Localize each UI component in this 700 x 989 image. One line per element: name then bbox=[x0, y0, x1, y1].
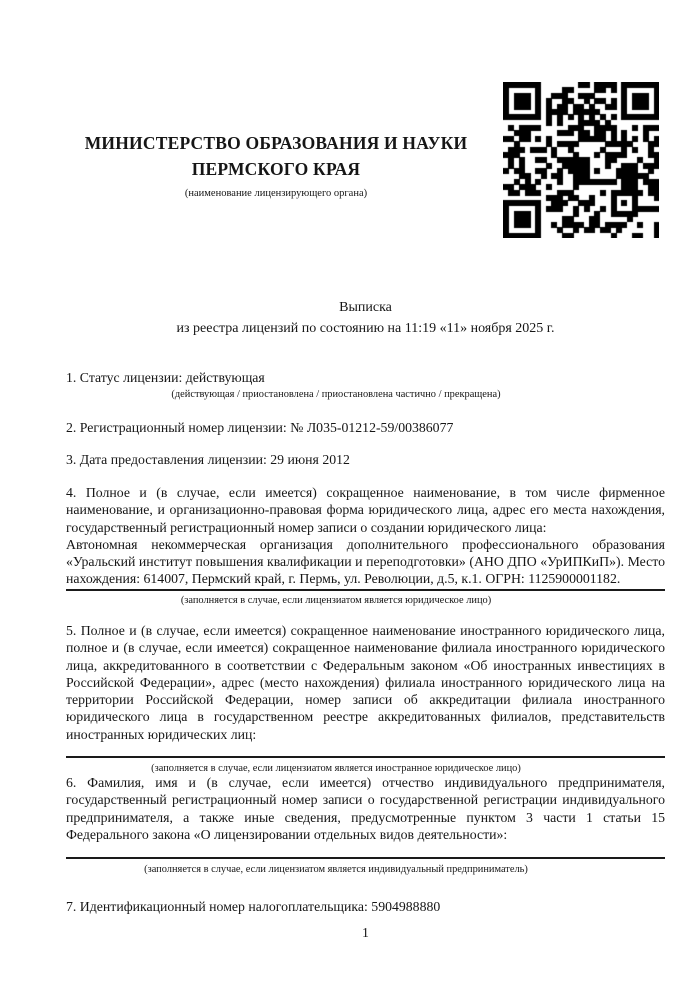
field-registration-number bbox=[66, 419, 665, 436]
document-title-block bbox=[66, 297, 665, 339]
document-title: Выписка bbox=[339, 300, 392, 315]
ministry-name-line1: МИНИСТЕРСТВО ОБРАЗОВАНИЯ И НАУКИ bbox=[84, 133, 468, 153]
field-license-status bbox=[66, 369, 665, 401]
foreign-entity-label: 5. Полное и (в случае, если имеется) сокращенное наименование иностранного юридического лица, полное и (в случае, если имеется) сокращенное наименование филиала иностранного юридического лица, аккредитованного в соответствии с Федеральным законом «Об иностранных инвестициях в Российской Федерации», адрес (место нахождения) филиала иностранного юридического лица на территории Российской Федерации, номер записи об аккредитации филиала иностранного юридического лица в государственном реестре аккредитованных филиалов, представительств иностранных юридических лиц: bbox=[66, 623, 665, 742]
entrepreneur-label: 6. Фамилия, имя и (в случае, если имеется) отчество индивидуального предпринимателя, государственный регистрационный номер записи о государственной регистрации индивидуального предпринимателя, а также иные сведения, предусмотренные пунктом 3 части 1 статьи 15 Федерального закона «О лицензировании отдельных видов деятельности»: bbox=[66, 775, 665, 842]
page-number: 1 bbox=[362, 925, 369, 940]
legal-entity-underline bbox=[66, 589, 665, 591]
license-status-text: 1. Статус лицензии: действующая bbox=[66, 370, 265, 385]
field-legal-entity bbox=[66, 484, 665, 607]
entrepreneur-hint: (заполняется в случае, если лицензиатом является индивидуальный предприниматель) bbox=[144, 864, 528, 876]
registration-number-text: 2. Регистрационный номер лицензии: № Л035-01212-59/00386077 bbox=[66, 420, 454, 435]
licensing-authority-block bbox=[66, 130, 486, 200]
foreign-entity-hint: (заполняется в случае, если лицензиатом является иностранное юридическое лицо) bbox=[151, 763, 521, 775]
qr-code-icon bbox=[503, 82, 659, 238]
document-subtitle: из реестра лицензий по состоянию на 11:19 «11» ноября 2025 г. bbox=[176, 321, 555, 336]
legal-entity-hint: (заполняется в случае, если лицензиатом является юридическое лицо) bbox=[180, 594, 492, 606]
ministry-name-line2: ПЕРМСКОГО КРАЯ bbox=[191, 159, 361, 179]
entrepreneur-blank-line bbox=[66, 843, 665, 859]
document-content bbox=[66, 0, 665, 989]
taxpayer-number-text: 7. Идентификационный номер налогоплательщика: 5904988880 bbox=[66, 899, 441, 914]
licensing-authority-hint: (наименование лицензирующего органа) bbox=[184, 188, 368, 199]
legal-entity-value: Автономная некоммерческая организация дополнительного профессионального образования «Уральский институт повышения квалификации и переподготовки» (АНО ДПО «УрИПКиП»). Место нахождения: 614007, Пермский край, г. Пермь, ул. Революции, д.5, к.1. ОГРН: 1125900001182. bbox=[66, 536, 665, 587]
field-foreign-entity bbox=[66, 622, 665, 775]
foreign-entity-blank-line bbox=[66, 743, 665, 758]
field-grant-date bbox=[66, 451, 665, 468]
grant-date-text: 3. Дата предоставления лицензии: 29 июня 2012 bbox=[66, 452, 350, 467]
field-entrepreneur bbox=[66, 774, 665, 876]
legal-entity-label: 4. Полное и (в случае, если имеется) сокращенное наименование, в том числе фирменное наименование, и организационно-правовая форма юридического лица, адрес его места нахождения, государственный регистрационный номер записи о создании юридического лица: bbox=[66, 485, 665, 535]
licensing-authority-name bbox=[66, 130, 486, 182]
license-status-hint: (действующая / приостановлена / приостановлена частично / прекращена) bbox=[171, 389, 501, 401]
field-taxpayer-number bbox=[66, 898, 665, 915]
